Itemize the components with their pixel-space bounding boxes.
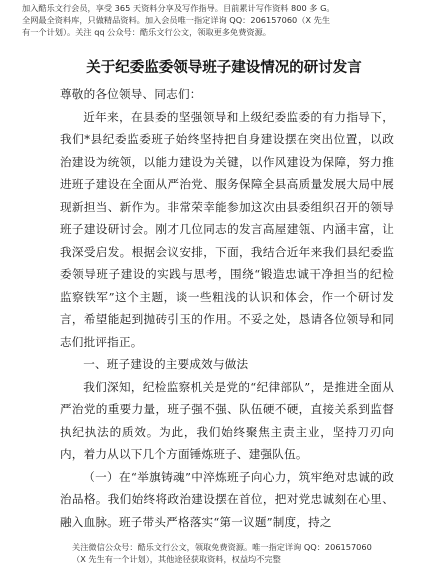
section-heading: 一、班子建设的主要成效与做法 [83,357,249,371]
body-paragraph: 我们深知，纪检监察机关是党的“纪律部队”，是推进全面从严治党的重要力量，班子强不强、队伍硬不硬，直接关系到监督执纪执法的质效。为此，我们始终聚焦主责主业，坚持刀刃向内，着力从以下几个方面锤炼班子、建强队伍。 [60,379,394,461]
body-paragraph: 近年来，在县委的坚强领导和上级纪委监委的有力指导下，我们*县纪委监委班子始终坚持把自身建设摆在突出位置，以政治建设为统领，以能力建设为关键，以作风建设为保障，努力推进班子建设在全面从严治党、服务保障全县高质量发展大局中展现新担当、新作为。非常荣幸能参加这次由县委组织召开的领导班子建设研讨会。刚才几位同志的发言高屋建瓴、内涵丰富，让我深受启发。根据会议安排，下面，我结合近年来我们县纪委监委领导班子建设的实践与思考，围绕“锻造忠诚干净担当的纪检监察铁军”这个主题，谈一些粗浅的认识和体会，作一个研讨发言，希望能起到抛砖引玉的作用。不妥之处，恳请各位领导和同志们批评指正。 [60,109,394,349]
body-paragraph: （一）在“举旗铸魂”中淬炼班子向心力，筑牢绝对忠诚的政治品格。我们始终将政治建设摆在首位，把对党忠诚刻在心里、融入血脉。班子带头严格落实“第一议题”制度，持之 [60,469,394,529]
promo-header [22,2,426,39]
promo-header-line: 全网最全资料库，只做精品资料。加入会员唯一指定详询 QQ：206157060（X 先生 [22,15,331,26]
promo-header-line: 加入酷乐文行会员，享受 365 天资料分享及写作指导。目前累计写作资料 800 多 G。 [22,3,335,13]
promo-footer [72,541,402,565]
promo-footer-line: （X 先生有一个计划），其他途径获取资料，权益均不完整 [72,554,281,565]
salutation: 尊敬的各位领导、同志们： [60,87,202,101]
promo-footer-line: 关注微信公众号：酷乐文行公文，领取免费资源。唯一指定详询 QQ：206157060 [72,542,372,552]
document-title: 关于纪委监委领导班子建设情况的研讨发言 [86,60,362,76]
document-body [60,83,394,533]
promo-header-line: 有一个计划）。关注 qq 公众号：酷乐文行公文，领取更多免费资源。 [22,27,271,38]
